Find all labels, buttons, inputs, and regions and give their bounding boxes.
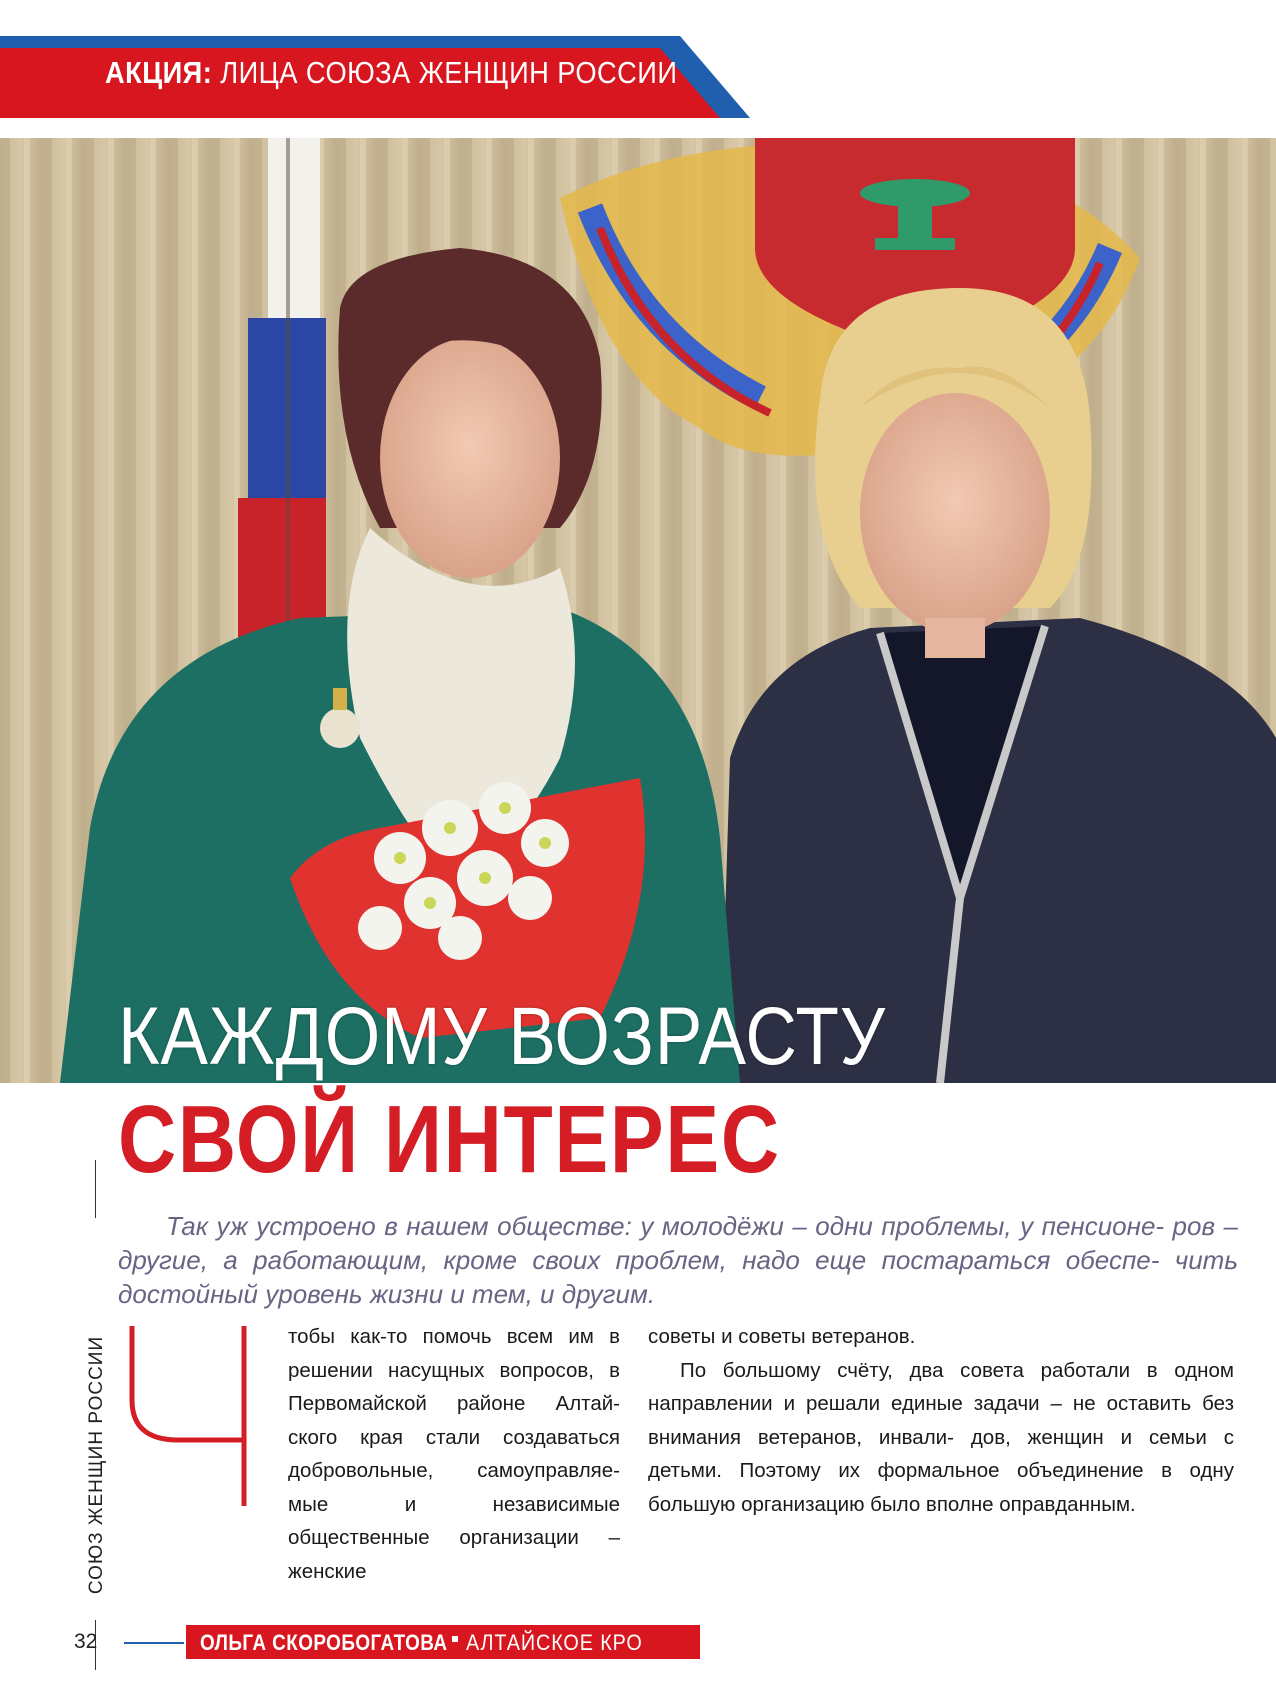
side-label xyxy=(76,1160,116,1620)
side-label-text: СОЮЗ ЖЕНЩИН РОССИИ xyxy=(86,1335,107,1595)
page-number: 32 xyxy=(74,1630,98,1653)
side-rule-top xyxy=(95,1160,96,1218)
author-organization: АЛТАЙСКОЕ КРО xyxy=(466,1630,643,1655)
body-col2-paragraph-1: советы и советы ветеранов. xyxy=(648,1325,916,1348)
drop-cap-letter: Ч xyxy=(118,1320,119,1321)
side-text-wrap xyxy=(82,1240,112,1690)
lead-paragraph xyxy=(118,1209,1238,1311)
author-name: ОЛЬГА СКОРОБОГАТОВА xyxy=(200,1630,448,1655)
rubric-bold: АКЦИЯ: xyxy=(105,55,213,90)
article-photo xyxy=(0,138,1276,1083)
photo-illustration xyxy=(0,138,1276,1083)
title-line-1: КАЖДОМУ ВОЗРАСТУ xyxy=(118,991,886,1082)
body-col1-text: тобы как-то помочь всем им в решении насущных вопросов, в Первомайской районе Алтай- ского края стали создаваться добровольные, самоуправляе- мые и независимые общественные организации – женские xyxy=(288,1325,620,1583)
body-column-1 xyxy=(288,1320,620,1588)
title-line-2: СВОЙ ИНТЕРЕС xyxy=(118,1086,781,1193)
body-column-2 xyxy=(648,1320,1234,1521)
lead-text: Так уж устроено в нашем обществе: у молодёжи – одни проблемы, у пенсионе- ров – другие, а работающим, кроме своих проблем, надо еще постараться обеспе- чить достойный уровень жизни и тем, и другим. xyxy=(118,1211,1238,1309)
body-col2-paragraph-2: По большому счёту, два совета работали в одном направлении и решали единые задачи – не оставить без внимания ветеранов, инвали- дов, женщин и семьи с детьми. Поэтому их формальное объединение в одну большую организацию было вполне оправданным. xyxy=(648,1358,1234,1516)
footer-separator xyxy=(452,1636,458,1642)
rubric-text: ЛИЦА СОЮЗА ЖЕНЩИН РОССИИ xyxy=(212,55,678,90)
footer-rule xyxy=(124,1642,184,1644)
rubric-header xyxy=(0,36,750,118)
drop-cap xyxy=(118,1320,268,1510)
rubric-title xyxy=(105,56,677,90)
